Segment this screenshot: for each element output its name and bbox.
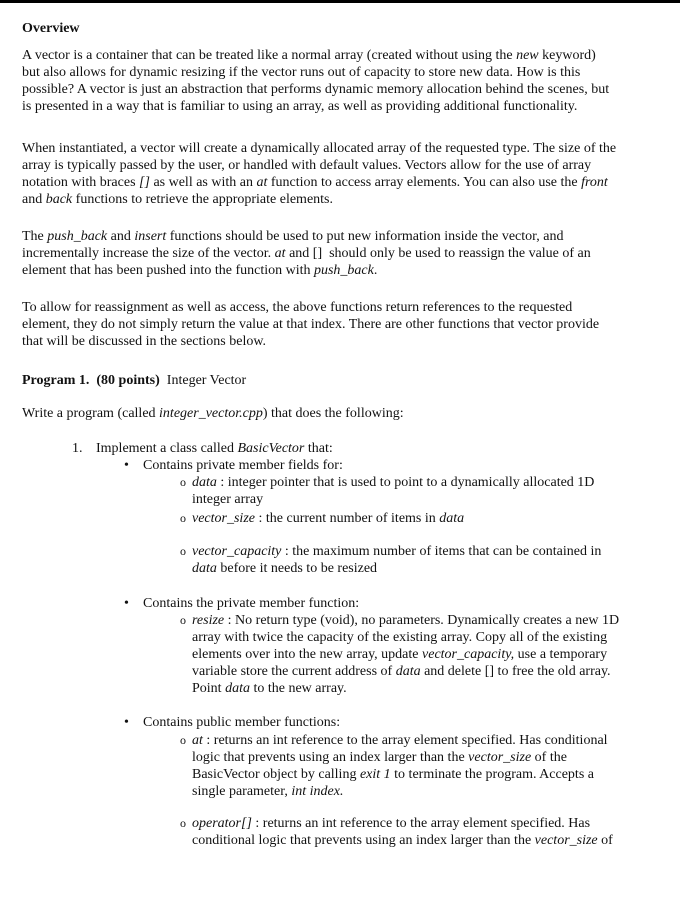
text-line bbox=[143, 457, 343, 474]
text-run: element that has been pushed into the function with bbox=[22, 263, 314, 278]
bold-text: Program 1. (80 points) bbox=[22, 373, 160, 388]
text-run: that will be discussed in the sections below. bbox=[22, 334, 267, 349]
text-line bbox=[22, 245, 591, 262]
list-number: 1. bbox=[72, 441, 83, 456]
text-run: single parameter, bbox=[192, 784, 292, 799]
text-line bbox=[22, 47, 609, 64]
italic-term: at bbox=[256, 175, 268, 190]
text-line bbox=[22, 316, 599, 333]
text-run: integer array bbox=[192, 492, 264, 507]
text-run: notation with braces bbox=[22, 175, 140, 190]
text-line bbox=[96, 440, 333, 457]
text-line bbox=[192, 832, 613, 849]
circle-bullet-icon: o bbox=[180, 613, 186, 627]
sub-vector-size bbox=[192, 510, 464, 527]
text-line bbox=[192, 510, 464, 527]
text-line bbox=[192, 663, 619, 680]
para-push-back bbox=[22, 228, 591, 279]
circle-bullet-icon: o bbox=[180, 475, 186, 489]
text-run: Write a program (called bbox=[22, 406, 160, 421]
sub-operator bbox=[192, 815, 613, 849]
text-run: variable store the current address of bbox=[192, 664, 396, 679]
text-run: but also allows for dynamic resizing if the vector runs out of capacity to store new data. How is this bbox=[22, 65, 581, 80]
text-line bbox=[192, 612, 619, 629]
text-run: : integer pointer that is used to point to a dynamically allocated 1D bbox=[216, 475, 595, 490]
text-line bbox=[22, 64, 609, 81]
text-run: A vector is a container that can be treated like a normal array (created without using the bbox=[22, 48, 517, 63]
para-references bbox=[22, 299, 599, 350]
text-line bbox=[192, 815, 613, 832]
italic-term: data bbox=[192, 475, 217, 490]
text-run: keyword) bbox=[538, 48, 596, 63]
italic-term: int index. bbox=[291, 784, 344, 799]
text-run: function to access array elements. You can also use the bbox=[267, 175, 582, 190]
text-line bbox=[22, 372, 246, 389]
text-run: ) that does the following: bbox=[262, 406, 404, 421]
text-run: use a temporary bbox=[514, 647, 608, 662]
sub-data bbox=[192, 474, 594, 508]
italic-term: [] bbox=[139, 175, 150, 190]
italic-term: vector_capacity bbox=[192, 544, 282, 559]
text-run: incrementally increase the size of the vector. bbox=[22, 246, 275, 261]
text-line bbox=[143, 595, 359, 612]
text-run: of bbox=[597, 833, 613, 848]
italic-term: data bbox=[225, 681, 250, 696]
text-line bbox=[192, 766, 608, 783]
italic-term: integer_vector.cpp bbox=[159, 406, 263, 421]
text-line bbox=[192, 629, 619, 646]
italic-term: exit 1 bbox=[359, 767, 391, 782]
text-run: possible? A vector is just an abstraction that performs dynamic memory allocation behind the scenes, but bbox=[22, 82, 610, 97]
italic-term: data bbox=[192, 561, 217, 576]
text-run: : returns an int reference to the array element specified. Has conditional bbox=[202, 733, 608, 748]
text-line bbox=[192, 732, 608, 749]
bullet-public-functions bbox=[143, 714, 340, 731]
text-line bbox=[192, 491, 594, 508]
text-run: BasicVector object by calling bbox=[192, 767, 360, 782]
text-line bbox=[22, 262, 591, 279]
circle-bullet-icon: o bbox=[180, 816, 186, 830]
text-run: element, they do not simply return the value at that index. There are other functions that vector provide bbox=[22, 317, 600, 332]
text-line bbox=[192, 543, 601, 560]
text-run: and bbox=[107, 229, 135, 244]
text-line bbox=[22, 405, 404, 422]
text-line bbox=[192, 560, 601, 577]
text-run: elements over into the new array, update bbox=[192, 647, 423, 662]
text-run: to terminate the program. Accepts a bbox=[390, 767, 594, 782]
text-run: functions to retrieve the appropriate elements. bbox=[72, 192, 334, 207]
text-line bbox=[192, 680, 619, 697]
text-run: The bbox=[22, 229, 48, 244]
italic-term: data bbox=[439, 511, 465, 526]
text-run: : the maximum number of items that can be contained in bbox=[281, 544, 602, 559]
text-run: as well as with an bbox=[149, 175, 257, 190]
italic-term: BasicVector bbox=[237, 441, 305, 456]
circle-bullet-icon: o bbox=[180, 733, 186, 747]
text-run: that: bbox=[304, 441, 333, 456]
circle-bullet-icon: o bbox=[180, 511, 186, 525]
overview-heading: Overview bbox=[22, 21, 80, 36]
italic-term: resize bbox=[192, 613, 225, 628]
program-intro bbox=[22, 405, 404, 422]
italic-term: data bbox=[395, 664, 421, 679]
text-run: array is typically passed by the user, or handled with default values. Vectors allow for the use of array bbox=[22, 158, 592, 173]
page-top-border bbox=[0, 0, 680, 3]
text-run: Contains the private member function: bbox=[143, 596, 360, 611]
text-line bbox=[22, 299, 599, 316]
text-run: before it needs to be resized bbox=[216, 561, 378, 576]
text-run: Integer Vector bbox=[159, 373, 247, 388]
italic-term: vector_size bbox=[468, 750, 532, 765]
italic-term: back bbox=[45, 192, 73, 207]
text-run: : returns an int reference to the array element specified. Has bbox=[251, 816, 591, 831]
text-run: and bbox=[22, 192, 46, 207]
text-line bbox=[22, 98, 609, 115]
text-run: and [] should only be used to reassign the value of an bbox=[285, 246, 591, 261]
text-run: logic that prevents using an index larger than the bbox=[192, 750, 469, 765]
para-intro bbox=[22, 47, 609, 115]
text-run: is presented in a way that is familiar to using an array, as well as providing additional functionality. bbox=[22, 99, 578, 114]
text-line bbox=[22, 140, 616, 157]
text-run: and delete [] to free the old array. bbox=[420, 664, 611, 679]
step-1 bbox=[96, 440, 333, 457]
text-run: to the new array. bbox=[249, 681, 347, 696]
text-run: When instantiated, a vector will create a dynamically allocated array of the requested type. The size of the bbox=[22, 141, 617, 156]
text-run: Contains private member fields for: bbox=[143, 458, 343, 473]
sub-at bbox=[192, 732, 608, 800]
program-heading bbox=[22, 372, 246, 389]
sub-vector-capacity bbox=[192, 543, 601, 577]
sub-resize bbox=[192, 612, 619, 697]
text-run: of the bbox=[531, 750, 567, 765]
italic-term: new bbox=[516, 48, 539, 63]
text-run: Point bbox=[192, 681, 226, 696]
italic-term: at bbox=[274, 246, 286, 261]
italic-term: push_back bbox=[47, 229, 108, 244]
text-line bbox=[22, 333, 599, 350]
text-run: functions should be used to put new information inside the vector, and bbox=[166, 229, 564, 244]
text-run: : No return type (void), no parameters. Dynamically creates a new 1D bbox=[224, 613, 620, 628]
text-run: Implement a class called bbox=[96, 441, 238, 456]
bullet-icon: • bbox=[124, 596, 129, 611]
italic-term: push_back bbox=[313, 263, 374, 278]
italic-term: vector_size bbox=[534, 833, 598, 848]
text-line bbox=[192, 474, 594, 491]
bullet-private-fields bbox=[143, 457, 343, 474]
italic-term: at bbox=[192, 733, 203, 748]
text-line bbox=[22, 228, 591, 245]
text-line bbox=[192, 783, 608, 800]
italic-term: insert bbox=[134, 229, 167, 244]
bullet-icon: • bbox=[124, 715, 129, 730]
bullet-private-function bbox=[143, 595, 359, 612]
text-line bbox=[22, 191, 616, 208]
text-run: array with twice the capacity of the existing array. Copy all of the existing bbox=[192, 630, 608, 645]
bullet-icon: • bbox=[124, 458, 129, 473]
text-line bbox=[143, 714, 340, 731]
text-line bbox=[192, 646, 619, 663]
text-line bbox=[22, 174, 616, 191]
italic-term: operator[] bbox=[192, 816, 252, 831]
circle-bullet-icon: o bbox=[180, 544, 186, 558]
text-line bbox=[192, 749, 608, 766]
italic-term: vector_size bbox=[192, 511, 255, 526]
para-instantiation bbox=[22, 140, 616, 208]
text-run: To allow for reassignment as well as access, the above functions return references to the requested bbox=[22, 300, 573, 315]
text-line bbox=[22, 157, 616, 174]
text-run: conditional logic that prevents using an index larger than the bbox=[192, 833, 535, 848]
italic-term: front bbox=[581, 175, 608, 190]
text-run: Contains public member functions: bbox=[143, 715, 341, 730]
text-run: : the current number of items in bbox=[254, 511, 440, 526]
text-line bbox=[22, 81, 609, 98]
text-run: . bbox=[373, 263, 378, 278]
italic-term: vector_capacity, bbox=[422, 647, 515, 662]
